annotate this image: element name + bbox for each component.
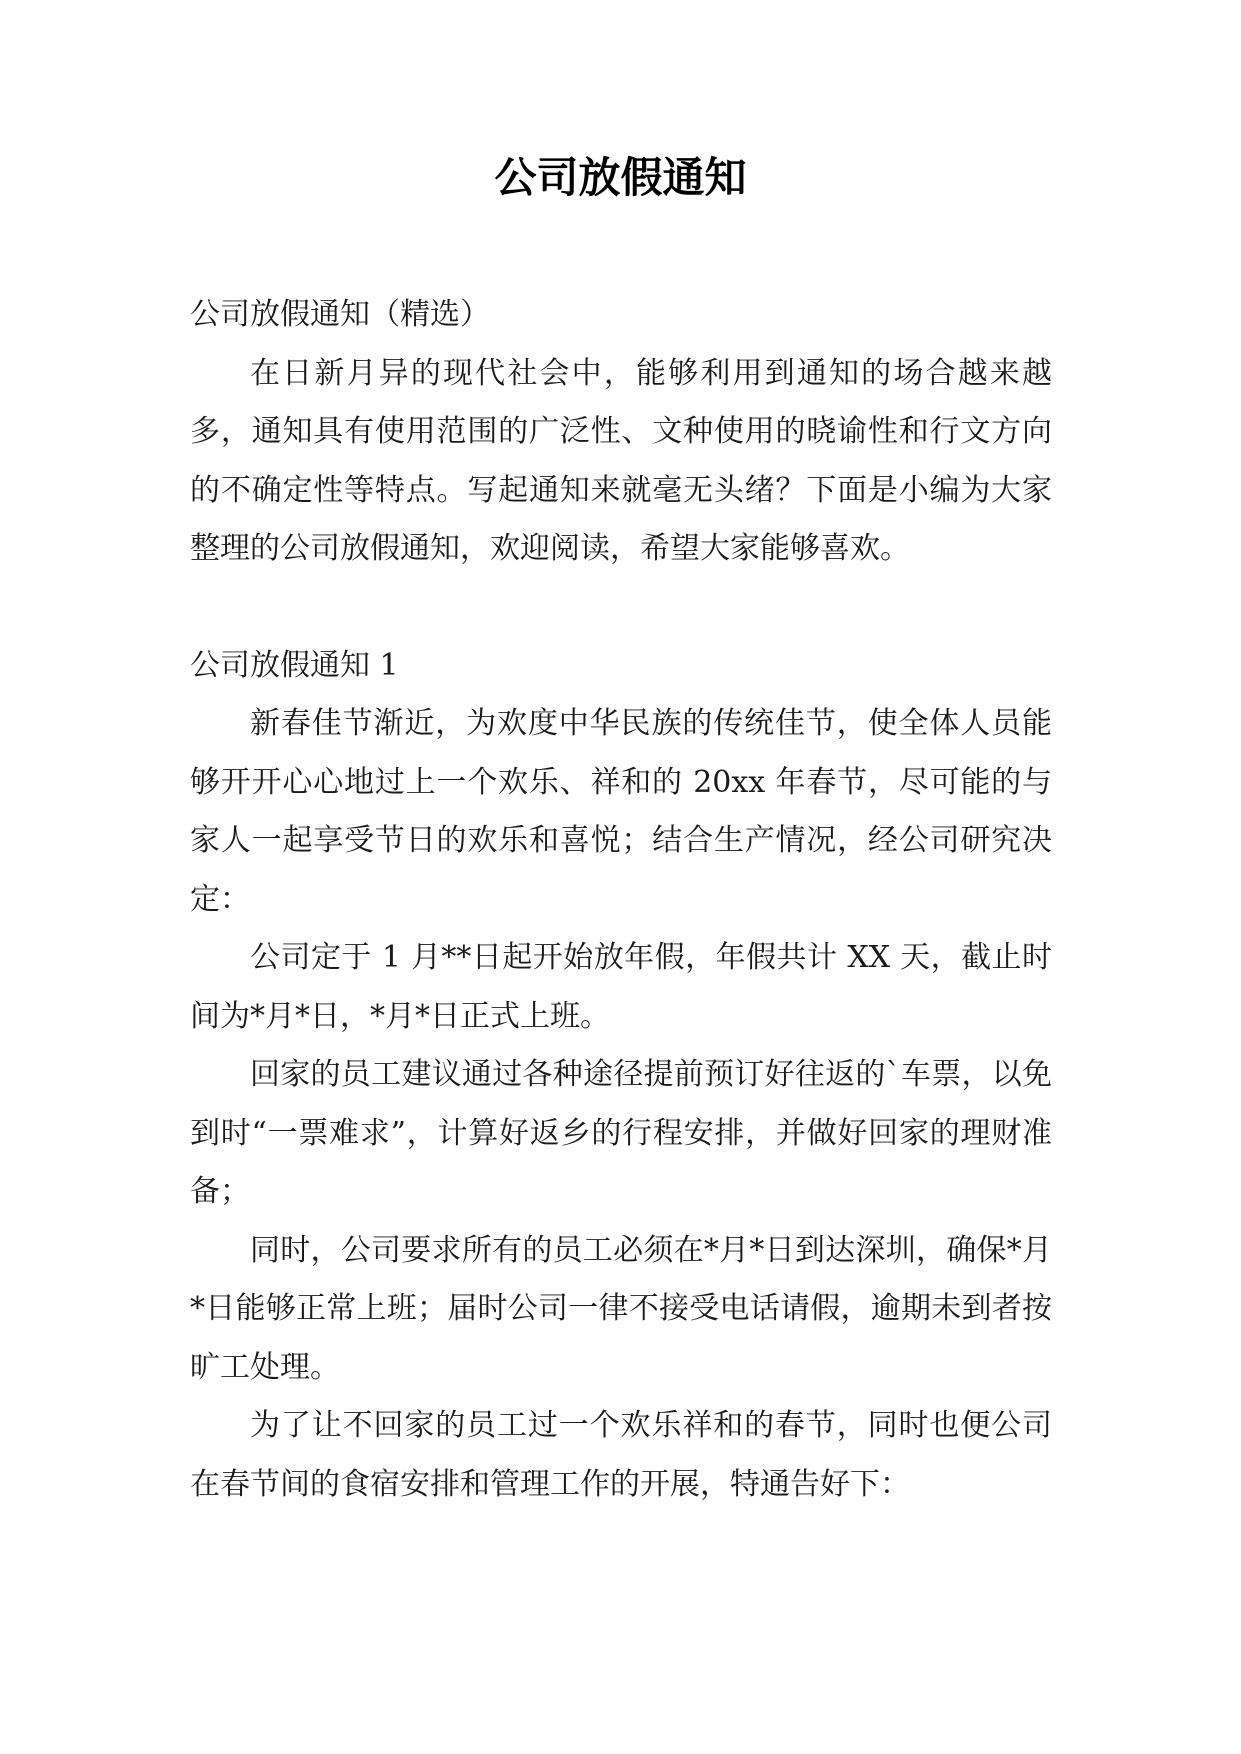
- document-body: [190, 286, 1052, 1514]
- section-heading: 公司放假通知 1: [190, 647, 399, 683]
- intro-paragraph: 在日新月异的现代社会中，能够利用到通知的场合越来越多，通知具有使用范围的广泛性、文种使用的晓谕性和行文方向的不确定性等特点。写起通知来就毫无头绪？下面是小编为大家整理的公司放假通知，欢迎阅读，希望大家能够喜欢。: [190, 355, 1052, 566]
- document-title: 公司放假通知: [494, 153, 747, 202]
- body-paragraph: 同时，公司要求所有的员工必须在*月*日到达深圳，确保*月*日能够正常上班；届时公司一律不接受电话请假，逾期未到者按旷工处理。: [190, 1232, 1052, 1385]
- section-spacer: [190, 579, 1052, 637]
- body-paragraph: 公司定于 1 月**日起开始放年假，年假共计 XX 天，截止时间为*月*日，*月*日正式上班。: [190, 940, 1052, 1034]
- body-paragraph: 新春佳节渐近，为欢度中华民族的传统佳节，使全体人员能够开开心心地过上一个欢乐、祥和的 20xx 年春节，尽可能的与家人一起享受节日的欢乐和喜悦；结合生产情况，经公司研究决定：: [190, 706, 1052, 917]
- body-paragraph: 为了让不回家的员工过一个欢乐祥和的春节，同时也便公司在春节间的食宿安排和管理工作的开展，特通告好下：: [190, 1408, 1052, 1502]
- body-paragraph: 回家的员工建议通过各种途径提前预订好往返的`车票，以免到时“一票难求”，计算好返乡的行程安排，并做好回家的理财准备；: [190, 1057, 1052, 1209]
- intro-heading: 公司放假通知（精选）: [190, 297, 490, 332]
